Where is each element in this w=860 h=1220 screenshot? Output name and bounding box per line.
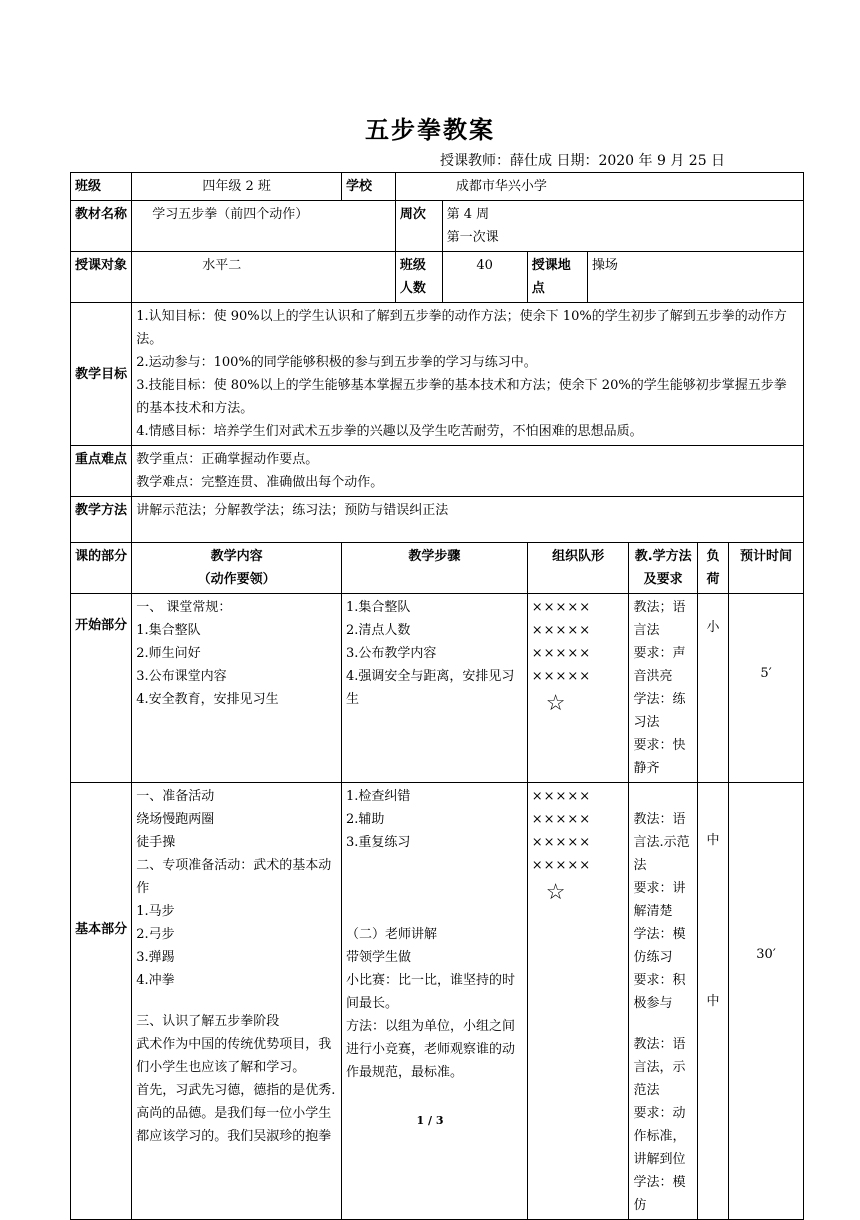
formation-row: ×××××	[531, 789, 592, 804]
basic-content-line: 3.弹踢	[136, 950, 175, 965]
basic-method-line: 要求：讲解清楚	[633, 881, 686, 919]
teaching-focus: 教学重点：正确掌握动作要点。	[136, 452, 319, 467]
spacer	[702, 852, 724, 990]
basic-step: 2.辅助	[345, 812, 385, 827]
basic-step: （二）老师讲解	[345, 927, 437, 942]
goal-item: 4.情感目标：培养学生们对武术五步拳的兴趣以及学生吃苦耐劳，不怕困难的思想品质。	[136, 424, 643, 439]
school-value: 成都市华兴小学	[395, 173, 803, 201]
start-load: 小	[697, 594, 728, 783]
goal-item: 2.运动参与：100%的同学能够积极的参与到五步拳的学习与练习中。	[136, 355, 537, 370]
key-label: 重点难点	[71, 446, 132, 497]
basic-step: 带领学生做	[345, 950, 411, 965]
basic-load-1: 中	[706, 833, 720, 848]
basic-content-line: 二、专项准备活动：武术的基本动作	[136, 858, 332, 896]
method-label: 教学方法	[71, 497, 132, 543]
basic-time: 30′	[729, 783, 804, 1220]
basic-method-line: 学法：模仿	[633, 1175, 686, 1213]
class-label: 班级	[71, 173, 132, 201]
basic-method-line: 学法：模仿练习	[633, 927, 686, 965]
basic-step: 1.检查纠错	[345, 789, 411, 804]
basic-method-line: 要求：积极参与	[633, 973, 686, 1011]
basic-content-line: 三、认识了解五步拳阶段	[136, 1014, 280, 1029]
start-method	[629, 594, 698, 783]
start-step: 1.集合整队	[345, 600, 411, 615]
place-label: 授课地点	[527, 252, 587, 303]
basic-content-line: 一、准备活动	[136, 789, 215, 804]
material-label: 教材名称	[71, 201, 132, 252]
basic-formation	[527, 783, 629, 1220]
school-label: 学校	[341, 173, 395, 201]
target-value: 水平二	[132, 252, 396, 303]
teacher-date-line: 授课教师：薛仕成 日期：2020 年 9 月 25 日	[440, 153, 726, 169]
formation-row: ×××××	[531, 812, 592, 827]
header-method: 教.学方法及要求	[629, 543, 698, 594]
basic-content-line: 4.冲拳	[136, 973, 175, 988]
class-value: 四年级 2 班	[132, 173, 342, 201]
basic-step: 3.重复练习	[345, 835, 411, 850]
teaching-difficulty: 教学难点：完整连贯、准确做出每个动作。	[136, 475, 384, 490]
lesson-value: 第一次课	[446, 230, 499, 245]
basic-content-line: 徒手操	[136, 835, 176, 850]
count-label: 班级人数	[395, 252, 442, 303]
start-step: 3.公布教学内容	[345, 646, 437, 661]
start-step: 4.强调安全与距离，安排见习生	[345, 669, 515, 707]
spacer	[136, 992, 337, 1010]
basic-content-line: 绕场慢跑两圈	[136, 812, 215, 827]
spacer	[633, 1015, 693, 1033]
count-value: 40	[442, 252, 527, 303]
material-value: 学习五步拳（前四个动作）	[132, 201, 396, 252]
header-content	[132, 543, 342, 594]
basic-content-line: 首先，习武先习德，德指的是优秀.高尚的品德。是我们每一位小学生都应该学习的。我们吴淑珍的抱拳	[136, 1083, 336, 1144]
start-method-line: 学法：练习法	[633, 692, 686, 730]
spacer	[346, 854, 523, 923]
week-label: 周次	[395, 201, 442, 252]
header-content-title: 教学内容	[210, 549, 263, 564]
key-points	[132, 446, 804, 497]
header-steps: 教学步骤	[341, 543, 527, 594]
start-content-line: 2.师生问好	[136, 646, 201, 661]
basic-content	[132, 783, 342, 1220]
target-label: 授课对象	[71, 252, 132, 303]
goals-label: 教学目标	[71, 303, 132, 446]
basic-content-line: 1.马步	[136, 904, 175, 919]
basic-part-label: 基本部分	[71, 783, 132, 1220]
basic-method-line: 要求：动作标准，讲解到位	[633, 1106, 686, 1167]
start-content-line: 4.安全教育，安排见习生	[136, 692, 279, 707]
start-content	[132, 594, 342, 783]
formation-row: ×××××	[531, 669, 592, 684]
formation-row: ×××××	[531, 858, 592, 873]
formation-row: ×××××	[531, 646, 592, 661]
teacher-star-icon: ☆	[545, 880, 566, 905]
goals-list	[132, 303, 804, 446]
formation-row: ×××××	[531, 835, 592, 850]
header-time: 预计时间	[729, 543, 804, 594]
formation-row: ×××××	[531, 600, 592, 615]
method-value: 讲解示范法；分解教学法；练习法；预防与错误纠正法	[132, 497, 804, 543]
header-content-sub: （动作要领）	[197, 572, 276, 587]
formation-row: ×××××	[531, 623, 592, 638]
header-formation: 组织队形	[527, 543, 629, 594]
start-method-line: 要求：声音洪亮	[633, 646, 686, 684]
header-part: 课的部分	[71, 543, 132, 594]
document-title: 五步拳教案	[365, 116, 495, 144]
header-load: 负荷	[697, 543, 728, 594]
page-number: 1 / 3	[416, 1114, 444, 1127]
start-time: 5′	[729, 594, 804, 783]
start-method-line: 教法；语言法	[633, 600, 686, 638]
goal-item: 3.技能目标：使 80%以上的学生能够基本掌握五步拳的基本技术和方法；使余下 20%的学生能够初步掌握五步拳的基本技术和方法。	[136, 378, 787, 416]
basic-step: 方法：以组为单位，小组之间进行小竞赛，老师观察谁的动作最规范，最标准。	[345, 1019, 515, 1080]
week-value: 第 4 周	[446, 207, 490, 222]
basic-content-line: 武术作为中国的传统优势项目，我们小学生也应该了解和学习。	[136, 1037, 332, 1075]
basic-method-line: 教法：语言法，示范法	[633, 1037, 686, 1098]
teacher-star-icon: ☆	[545, 691, 566, 716]
place-value: 操场	[587, 252, 803, 303]
basic-method-line: 教法：语言法.示范法	[633, 812, 690, 873]
goal-item: 1.认知目标：使 90%以上的学生认识和了解到五步拳的动作方法；使余下 10%的学生初步了解到五步拳的动作方法。	[136, 309, 787, 347]
basic-step: 小比赛：比一比，谁坚持的时间最长。	[345, 973, 515, 1011]
basic-load	[697, 783, 728, 1220]
week-cell	[442, 201, 803, 252]
lesson-plan-table	[70, 172, 804, 1220]
start-steps	[341, 594, 527, 783]
basic-load-2: 中	[706, 994, 720, 1009]
start-part-label: 开始部分	[71, 594, 132, 783]
start-content-line: 3.公布课堂内容	[136, 669, 227, 684]
basic-steps	[341, 783, 527, 1220]
basic-content-line: 2.弓步	[136, 927, 175, 942]
basic-method	[629, 783, 698, 1220]
start-step: 2.清点人数	[345, 623, 411, 638]
start-method-line: 要求：快静齐	[633, 738, 686, 776]
start-formation	[527, 594, 629, 783]
start-content-line: 1.集合整队	[136, 623, 201, 638]
start-content-line: 一、 课堂常规：	[136, 600, 232, 615]
